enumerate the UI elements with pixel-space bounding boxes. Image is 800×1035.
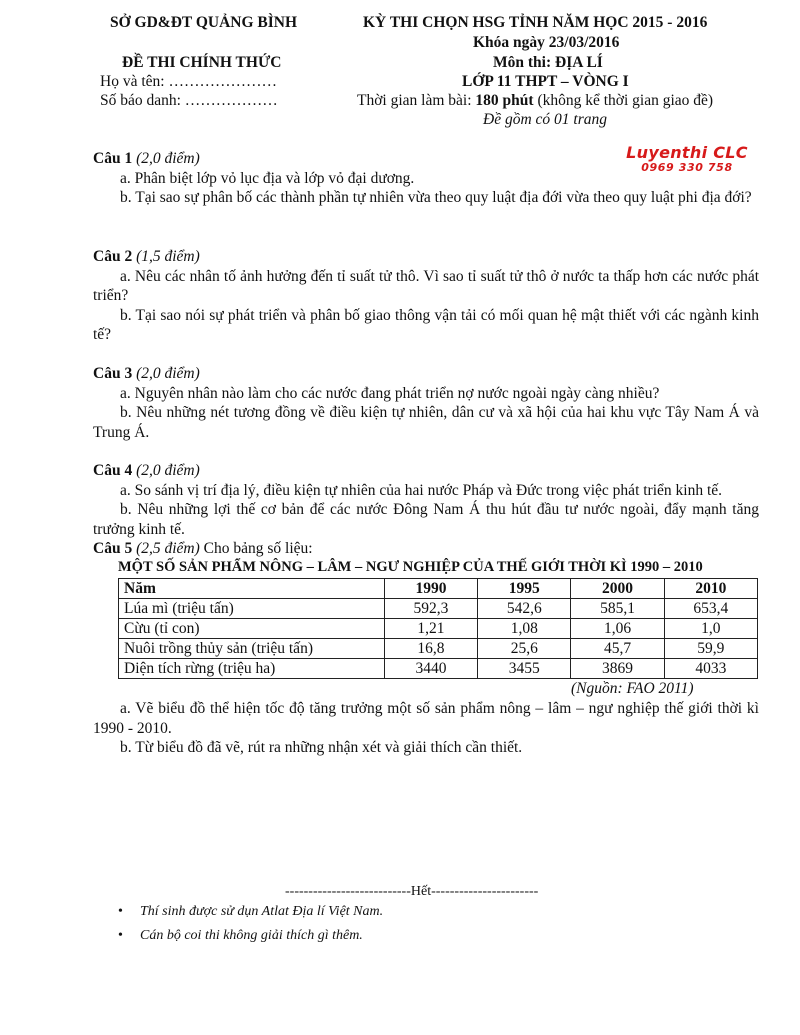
question-label: Câu 4 <box>93 462 133 479</box>
question-points: (2,5 điểm) <box>136 540 200 557</box>
question-label: Câu 3 <box>93 365 133 382</box>
question-5-intro: Cho bảng số liệu: <box>203 540 313 557</box>
table-row <box>119 599 758 619</box>
table-cell: 585,1 <box>571 599 664 619</box>
question-2-part-a: a. Nêu các nhân tố ảnh hưởng đến tỉ suất tử thô. Vì sao tỉ suất tử thô ở nước ta thấp hơn các nước phát triển? <box>93 267 759 304</box>
table-cell: Lúa mì (triệu tấn) <box>119 599 385 619</box>
official-exam-label: ĐỀ THI CHÍNH THỨC <box>122 54 282 71</box>
time-label: Thời gian làm bài: <box>357 92 472 109</box>
time-value: 180 phút <box>475 92 534 109</box>
table-header-cell: 1995 <box>478 579 571 599</box>
data-table <box>118 578 758 679</box>
table-cell: Diện tích rừng (triệu ha) <box>119 659 385 679</box>
question-4-title <box>93 461 759 481</box>
question-2-title <box>93 247 759 267</box>
question-3 <box>93 364 759 442</box>
table-cell: 16,8 <box>384 639 477 659</box>
table-cell: Cừu (tỉ con) <box>119 619 385 639</box>
question-1-title <box>93 149 759 169</box>
question-points: (2,0 điểm) <box>136 462 200 479</box>
subject-label: Môn thi: ĐỊA LÍ <box>493 54 603 71</box>
table-cell: 3869 <box>571 659 664 679</box>
table-cell: 592,3 <box>384 599 477 619</box>
question-1 <box>93 149 759 208</box>
question-5-part-a: a. Vẽ biểu đồ thể hiện tốc độ tăng trưởng một số sản phẩm nông – lâm – ngư nghiệp thế giới thời kì 1990 - 2010. <box>93 700 759 737</box>
candidate-name-field: Họ và tên: ………………… <box>100 73 277 90</box>
table-title: MỘT SỐ SẢN PHẨM NÔNG – LÂM – NGƯ NGHIỆP CỦA THẾ GIỚI THỜI KÌ 1990 – 2010 <box>118 559 703 575</box>
table-cell: 1,21 <box>384 619 477 639</box>
table-header-cell: 1990 <box>384 579 477 599</box>
question-points: (2,0 điểm) <box>136 365 200 382</box>
question-2 <box>93 247 759 345</box>
table-header-cell: 2010 <box>664 579 757 599</box>
footer-note: • Cán bộ coi thi không giải thích gì thêm. <box>118 924 383 948</box>
end-marker: ---------------------------Hết----------------------- <box>285 884 539 899</box>
question-points: (2,0 điểm) <box>136 150 200 167</box>
logo-phone: 0969 330 758 <box>641 161 733 174</box>
question-4-part-a: a. So sánh vị trí địa lý, điều kiện tự nhiên của hai nước Pháp và Đức trong việc phát triển kinh tế. <box>120 481 723 499</box>
question-5-part-b: b. Từ biểu đồ đã vẽ, rút ra những nhận xét và giải thích cần thiết. <box>120 739 523 756</box>
table-row <box>119 639 758 659</box>
grade-round-label: LỚP 11 THPT – VÒNG I <box>462 73 629 90</box>
table-cell: 3455 <box>478 659 571 679</box>
table-cell: 25,6 <box>478 639 571 659</box>
question-3-title <box>93 364 759 384</box>
footer-note: • Thí sinh được sử dụn Atlat Địa lí Việt Nam. <box>118 900 383 924</box>
table-cell: 45,7 <box>571 639 664 659</box>
table-cell: 4033 <box>664 659 757 679</box>
exam-title: KỲ THI CHỌN HSG TỈNH NĂM HỌC 2015 - 2016 <box>363 14 708 31</box>
logo-name: Luyenthi CLC <box>626 143 748 162</box>
exam-date: Khóa ngày 23/03/2016 <box>473 34 620 51</box>
table-cell: 59,9 <box>664 639 757 659</box>
time-limit-line <box>357 91 713 111</box>
table-header-cell: Năm <box>119 579 385 599</box>
table-cell: 542,6 <box>478 599 571 619</box>
question-label: Câu 1 <box>93 150 133 167</box>
table-cell: 1,0 <box>664 619 757 639</box>
table-cell: 653,4 <box>664 599 757 619</box>
question-1-part-b: b. Tại sao sự phân bố các thành phần tự nhiên vừa theo quy luật địa đới vừa theo quy luật phi địa đới? <box>120 189 752 206</box>
question-1-part-a: a. Phân biệt lớp vỏ lục địa và lớp vỏ đại dương. <box>120 169 415 187</box>
table-cell: 3440 <box>384 659 477 679</box>
question-label: Câu 5 <box>93 540 133 557</box>
question-3-part-a: a. Nguyên nhân nào làm cho các nước đang phát triển nợ nước ngoài ngày càng nhiều? <box>120 384 660 402</box>
department-name: SỞ GD&ĐT QUẢNG BÌNH <box>110 14 298 31</box>
question-2-part-b: b. Tại sao nói sự phát triển và phân bố giao thông vận tải có mối quan hệ mật thiết với các ngành kinh tế? <box>93 306 759 343</box>
table-row <box>119 659 758 679</box>
candidate-number-field: Số báo danh: ……………… <box>100 92 278 109</box>
question-label: Câu 2 <box>93 248 133 265</box>
table-row <box>119 619 758 639</box>
table-cell: 1,08 <box>478 619 571 639</box>
question-5-title <box>93 539 313 559</box>
table-source: (Nguồn: FAO 2011) <box>571 680 694 697</box>
table-header-row <box>119 579 758 599</box>
footer-notes <box>118 900 383 948</box>
question-4-part-b: b. Nêu những lợi thế cơ bản để các nước Đông Nam Á thu hút đầu tư nước ngoài, đẩy mạnh tăng trưởng kinh tế. <box>93 501 759 538</box>
table-header-cell: 2000 <box>571 579 664 599</box>
question-5-parts <box>93 699 759 758</box>
question-4 <box>93 461 759 539</box>
page-count-note: Đề gồm có 01 trang <box>483 111 607 128</box>
question-3-part-b: b. Nêu những nét tương đồng về điều kiện tự nhiên, dân cư và xã hội của hai khu vực Tây Nam Á và Trung Á. <box>93 404 759 441</box>
time-note: (không kể thời gian giao đề) <box>537 92 714 109</box>
question-points: (1,5 điểm) <box>136 248 200 265</box>
table-cell: Nuôi trồng thủy sản (triệu tấn) <box>119 639 385 659</box>
table-cell: 1,06 <box>571 619 664 639</box>
